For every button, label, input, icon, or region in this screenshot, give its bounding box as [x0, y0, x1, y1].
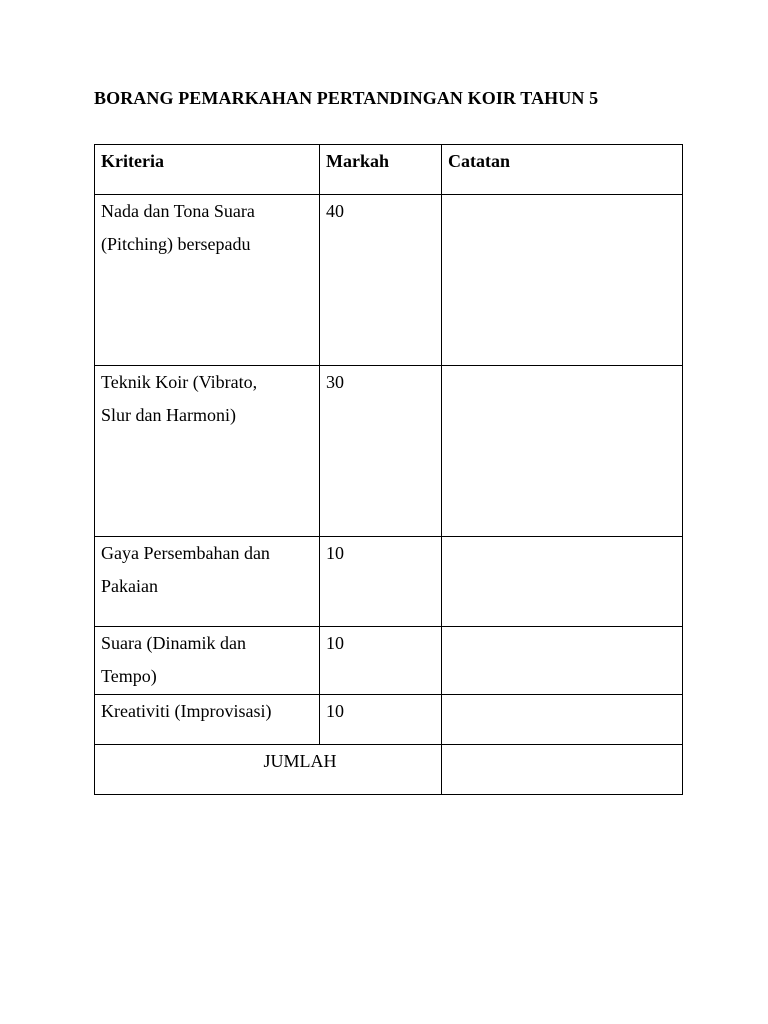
notes-cell[interactable] — [442, 695, 683, 745]
total-value-cell[interactable] — [442, 745, 683, 795]
criteria-text: Gaya Persembahan dan — [101, 543, 270, 563]
criteria-cell — [95, 627, 320, 695]
notes-cell[interactable] — [442, 627, 683, 695]
criteria-text: Tempo) — [101, 666, 157, 686]
table-header-row — [95, 145, 683, 195]
header-notes: Catatan — [442, 145, 683, 195]
table-row — [95, 537, 683, 627]
marks-cell: 10 — [320, 627, 442, 695]
notes-cell[interactable] — [442, 366, 683, 537]
notes-cell[interactable] — [442, 195, 683, 366]
table-row — [95, 366, 683, 537]
criteria-text: Teknik Koir (Vibrato, — [101, 372, 258, 392]
header-criteria: Kriteria — [95, 145, 320, 195]
total-row — [95, 745, 683, 795]
marks-cell: 10 — [320, 537, 442, 627]
marks-cell: 10 — [320, 695, 442, 745]
criteria-cell — [95, 695, 320, 745]
criteria-text: (Pitching) bersepadu — [101, 234, 251, 254]
table-row — [95, 627, 683, 695]
page-title: BORANG PEMARKAHAN PERTANDINGAN KOIR TAHUN 5 — [94, 88, 599, 108]
criteria-text: Pakaian — [101, 576, 158, 596]
criteria-text: Kreativiti (Improvisasi) — [101, 701, 272, 721]
criteria-text: Slur dan Harmoni) — [101, 405, 236, 425]
total-label: JUMLAH — [95, 745, 442, 795]
criteria-text: Suara (Dinamik dan — [101, 633, 246, 653]
criteria-cell — [95, 366, 320, 537]
criteria-cell — [95, 195, 320, 366]
table-row — [95, 695, 683, 745]
criteria-cell — [95, 537, 320, 627]
marks-cell: 40 — [320, 195, 442, 366]
header-marks: Markah — [320, 145, 442, 195]
table-row — [95, 195, 683, 366]
criteria-text: Nada dan Tona Suara — [101, 201, 255, 221]
notes-cell[interactable] — [442, 537, 683, 627]
scoring-table — [94, 144, 683, 795]
marks-cell: 30 — [320, 366, 442, 537]
